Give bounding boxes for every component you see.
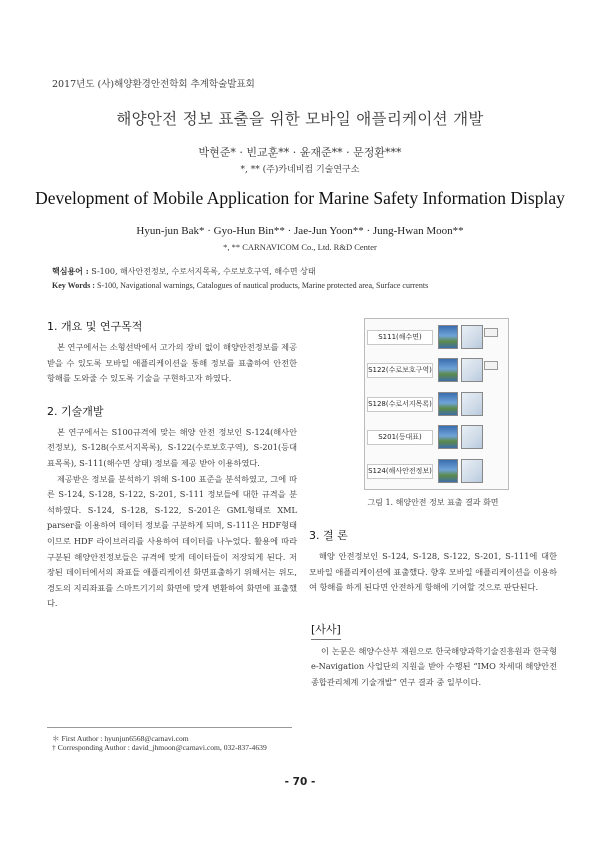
section-1-paragraph: 본 연구에서는 소형선박에서 고가의 장비 없이 해양안전정보를 제공 받을 수 있도록 모바일 애플리케이션을 통해 정보를 표출하여 안전한 항해를 도와줄 수 있도록 기술을 구현하고자 하였다. [47, 342, 297, 384]
acknowledgement [309, 618, 557, 691]
figure-label-s122: S122(수로보호구역) [367, 363, 433, 378]
acknowledgement-paragraph: 이 논문은 해양수산부 재원으로 한국해양과학기술진흥원과 한국형 e-Navigation 사업단의 지원을 받아 수행된 “IMO 차세대 해양안전종합관리체계 기술개발” 연구 결과 중 일부이다. [311, 645, 557, 687]
figure-row-s124 [365, 457, 510, 485]
section-3-heading: 3. 결 론 [309, 529, 348, 542]
section-2-paragraph-2: 제공받은 정보를 분석하기 위해 S-100 표준을 분석하였고, 그에 따른 S-124, S-128, S-122, S-201, S-111 정보들에 대한 규격을 분석하였다. S-124, S-128, S-122, S-201은 GML형태로 XML parser를 이용하여 데이터 정보를 구분하게 되며, S-111은 HDF형태이므로 HDF 라이브러리를 사용하여 데이터를 나누었다. 활용에 따라 구분된 해양안전정보들은 규격에 맞게 데이터들이 저장되게 된다. 저장된 데이터에서의 좌표들 애플리케이션 화면표출하기 위해서는 위도, 경도의 지리좌표를 스마트기기의 화면에 맞게 변환하여 화면에 표출했다. [47, 473, 297, 609]
screenshot-thumbnail [438, 459, 458, 483]
keywords-korean-text: S-100, 해사안전정보, 수로서지목록, 수로보호구역, 해수면 상태 [91, 267, 316, 276]
keywords-english-text: S-100, Navigational warnings, Catalogues of nautical products, Marine protected area, Surface currents [96, 281, 429, 290]
screenshot-thumbnail [461, 392, 483, 416]
figure-1 [364, 318, 509, 490]
affiliation-english: *, ** CARNAVICOM Co., Ltd. R&D Center [223, 242, 377, 252]
figure-label-s124: S124(해사안전정보) [367, 464, 433, 479]
affiliation-korean: *, ** (주)카네비컴 기술연구소 [240, 165, 360, 175]
right-column [309, 527, 557, 691]
figure-row-s122 [365, 356, 510, 384]
conference-header: 2017년도 (사)해양환경안전학회 추계학술발표회 [52, 79, 255, 90]
paper-title-korean: 해양안전 정보 표출을 위한 모바일 애플리케이션 개발 [116, 110, 484, 128]
screenshot-mini [484, 328, 498, 337]
figure-label-s201: S201(등대표) [367, 430, 433, 445]
screenshot-thumbnail [438, 425, 458, 449]
page-number: - 70 - [284, 776, 316, 788]
acknowledgement-heading: [사사] [311, 621, 341, 640]
left-column [47, 318, 297, 612]
screenshot-thumbnail [438, 325, 458, 349]
section-2-heading: 2. 기술개발 [47, 404, 104, 418]
screenshot-thumbnail [438, 358, 458, 382]
section-2-paragraph-1: 본 연구에서는 S100규격에 맞는 해양 안전 정보인 S-124(해사안전정보), S-128(수로서지목록), S-122(수로보호구역), S-201(등대표목록), S-111(해수면 상태) 정보를 제공 받아 이용하였다. [47, 426, 297, 468]
figure-row-s201 [365, 423, 510, 451]
screenshot-mini [484, 361, 498, 370]
keywords-english-label: Key Words : [52, 281, 95, 290]
footnote-first-author: ＊ First Author : hyunjun6568@carnavi.com [52, 734, 189, 743]
section-1-heading: 1. 개요 및 연구목적 [47, 320, 143, 333]
screenshot-thumbnail [461, 325, 483, 349]
screenshot-thumbnail [461, 358, 483, 382]
keywords-korean-label: 핵심용어 : [52, 266, 89, 276]
keywords-english [52, 281, 428, 290]
figure-label-s128: S128(수로서지목록) [367, 397, 433, 412]
footnote-divider [47, 727, 292, 728]
screenshot-thumbnail [461, 425, 483, 449]
authors-korean: 박현준* · 빈교훈** · 윤재준** · 문정환*** [198, 146, 402, 159]
keywords-korean [52, 266, 316, 277]
footnote-corresponding-author: † Corresponding Author : david_jhmoon@carnavi.com, 032-837-4639 [52, 743, 267, 752]
paper-title-english: Development of Mobile Application for Marine Safety Information Display [35, 188, 565, 208]
screenshot-thumbnail [438, 392, 458, 416]
figure-row-s128 [365, 390, 510, 418]
screenshot-thumbnail [461, 459, 483, 483]
figure-row-s111 [365, 323, 510, 351]
figure-label-s111: S111(해수면) [367, 330, 433, 345]
figure-caption: 그림 1. 해양안전 정보 표출 결과 화면 [367, 498, 499, 507]
section-3-paragraph: 해양 안전정보인 S-124, S-128, S-122, S-201, S-111에 대한 모바일 애플리케이션에 표출했다. 향후 모바일 애플리케이션을 이용하여 항해를 하게 된다면 안전하게 항해에 기여할 것으로 판단된다. [309, 551, 557, 593]
authors-english: Hyun-jun Bak* · Gyo-Hun Bin** · Jae-Jun Yoon** · Jung-Hwan Moon** [136, 225, 464, 237]
